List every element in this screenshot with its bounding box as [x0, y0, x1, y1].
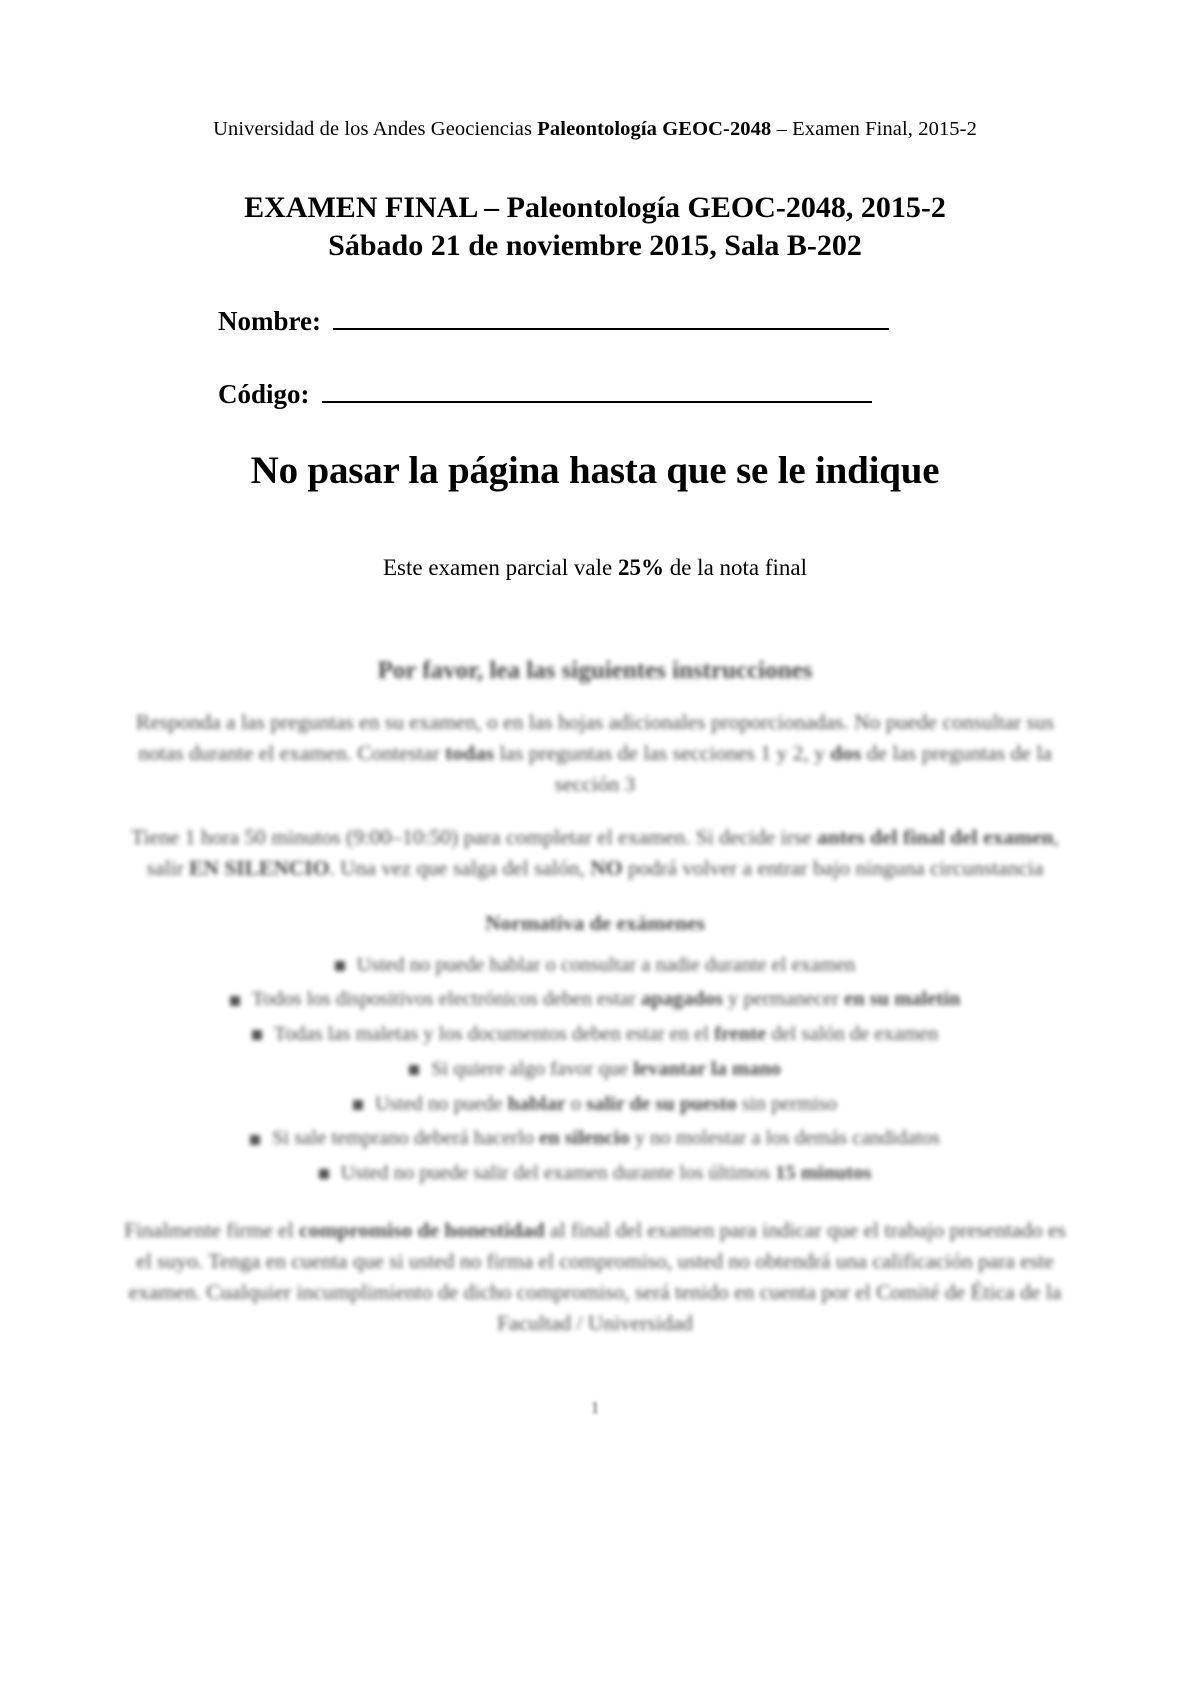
list-item: [118, 1054, 1072, 1085]
exam-rules-heading: Normativa de exámenes: [485, 910, 705, 935]
bullet-icon: [230, 996, 240, 1006]
rule-text-3: sin permiso: [736, 1092, 838, 1115]
inst-p2-part3: . Una vez que salga del salón,: [329, 856, 591, 881]
bullet-icon: [409, 1065, 419, 1075]
bullet-icon: [335, 961, 345, 971]
running-header-course: Paleontología GEOC-2048: [537, 118, 772, 140]
exam-title-line-2: Sábado 21 de noviembre 2015, Sala B-202: [328, 229, 862, 263]
rule-text-2: y no molestar a los demás candidatos: [629, 1127, 940, 1150]
inst-p2-bold2: EN SILENCIO: [188, 856, 330, 881]
rule-bold: levantar la mano: [633, 1057, 781, 1080]
student-fields: [118, 306, 1072, 410]
running-header-prefix: Universidad de los Andes Geociencias: [213, 118, 538, 140]
rule-text-2: y permanecer: [722, 988, 845, 1011]
inst-p2-part1: Tiene 1 hora 50 minutos (9:00–10:50) para completar el examen. Si decide irse: [131, 825, 817, 850]
rule-text: Si quiere algo favor que: [431, 1057, 634, 1080]
honesty-pledge-note: [118, 1215, 1072, 1340]
list-item: [118, 1019, 1072, 1050]
exam-weight-percent: 25%: [617, 554, 664, 580]
name-field-row: [218, 306, 1072, 337]
code-field-blank[interactable]: [322, 401, 872, 403]
do-not-turn-page-notice: No pasar la página hasta que se le indique: [250, 448, 940, 492]
rule-bold: frente: [714, 1023, 767, 1046]
inst-p2-bold1: antes del final del examen: [816, 825, 1054, 850]
rule-text: Todas las maletas y los documentos deben estar en el: [273, 1023, 715, 1046]
rule-text-2: o: [565, 1092, 587, 1115]
instructions-section: [118, 657, 1072, 1340]
inst-p1-bold1: todas: [445, 740, 495, 765]
instructions-paragraph-2: [118, 822, 1072, 884]
rule-text: Usted no puede hablar o consultar a nadie durante el examen: [356, 953, 856, 976]
exam-rules-list: [118, 950, 1072, 1189]
inst-p1-part2: las preguntas de las secciones 1 y 2, y: [494, 740, 831, 765]
rule-text: Usted no puede: [374, 1092, 508, 1115]
running-header-suffix: – Examen Final, 2015-2: [771, 118, 977, 140]
exam-weight-suffix: de la nota final: [663, 554, 808, 580]
instructions-heading: Por favor, lea las siguientes instrucciones: [377, 656, 813, 684]
exam-title-line-1: EXAMEN FINAL – Paleontología GEOC-2048, 2015-2: [244, 191, 946, 224]
exam-weight-note: [118, 555, 1072, 581]
bullet-icon: [353, 1100, 363, 1110]
code-field-label: Código:: [218, 378, 310, 409]
rule-bold-2: salir de su puesto: [586, 1092, 737, 1115]
name-field-label: Nombre:: [218, 305, 321, 336]
bullet-icon: [252, 1030, 262, 1040]
inst-p1-bold2: dos: [830, 740, 862, 765]
rule-bold: en silencio: [539, 1127, 630, 1150]
name-field-blank[interactable]: [333, 328, 889, 330]
inst-p2-part2: , salir: [146, 825, 1059, 881]
list-item: [118, 984, 1072, 1015]
bullet-icon: [319, 1169, 329, 1179]
page-number: 1: [590, 1398, 600, 1417]
list-item: [118, 950, 1072, 981]
page-content: [118, 0, 1072, 1340]
inst-p2-part4: podrá volver a entrar bajo ninguna circunstancia: [622, 856, 1044, 881]
final-note-part1: Finalmente firme el: [124, 1217, 300, 1242]
inst-p1-part3: de las preguntas de la sección 3: [554, 740, 1052, 797]
code-field-row: [218, 379, 1072, 410]
rule-text: Todos los dispositivos electrónicos deben estar: [251, 988, 641, 1011]
inst-p2-bold3: NO: [590, 856, 623, 881]
list-item: [118, 1089, 1072, 1120]
inst-p1-part1: Responda a las preguntas en su examen, o en las hojas adicionales proporcionadas. No puede consultar sus notas durante el examen. Contestar: [135, 709, 1055, 765]
rule-text-2: del salón de examen: [766, 1023, 939, 1046]
rule-bold: apagados: [640, 988, 723, 1011]
rule-bold: 15 minutos: [775, 1162, 872, 1185]
running-header: [118, 118, 1072, 141]
rule-text: Usted no puede salir del examen durante los últimos: [340, 1162, 776, 1185]
final-note-bold1: compromiso de honestidad: [299, 1217, 545, 1242]
instructions-paragraph-1: [118, 707, 1072, 801]
bullet-icon: [250, 1135, 260, 1145]
rule-text: Si sale temprano deberá hacerlo: [272, 1127, 540, 1150]
list-item: [118, 1158, 1072, 1189]
rule-bold-2: en su maletín: [844, 988, 961, 1011]
rule-bold: hablar: [507, 1092, 566, 1115]
list-item: [118, 1123, 1072, 1154]
page-title: [118, 189, 1072, 266]
exam-weight-prefix: Este examen parcial vale: [382, 554, 618, 580]
final-note-part2: al final del examen para indicar que el trabajo presentado es el suyo. Tenga en cuenta que si usted no firma el compromiso, usted no obtendrá una calificación para este examen. Cualquier incumplimiento de dicho compromiso, será tenido en cuenta por el Comité de Ética de la Facultad / Universidad: [128, 1217, 1066, 1336]
